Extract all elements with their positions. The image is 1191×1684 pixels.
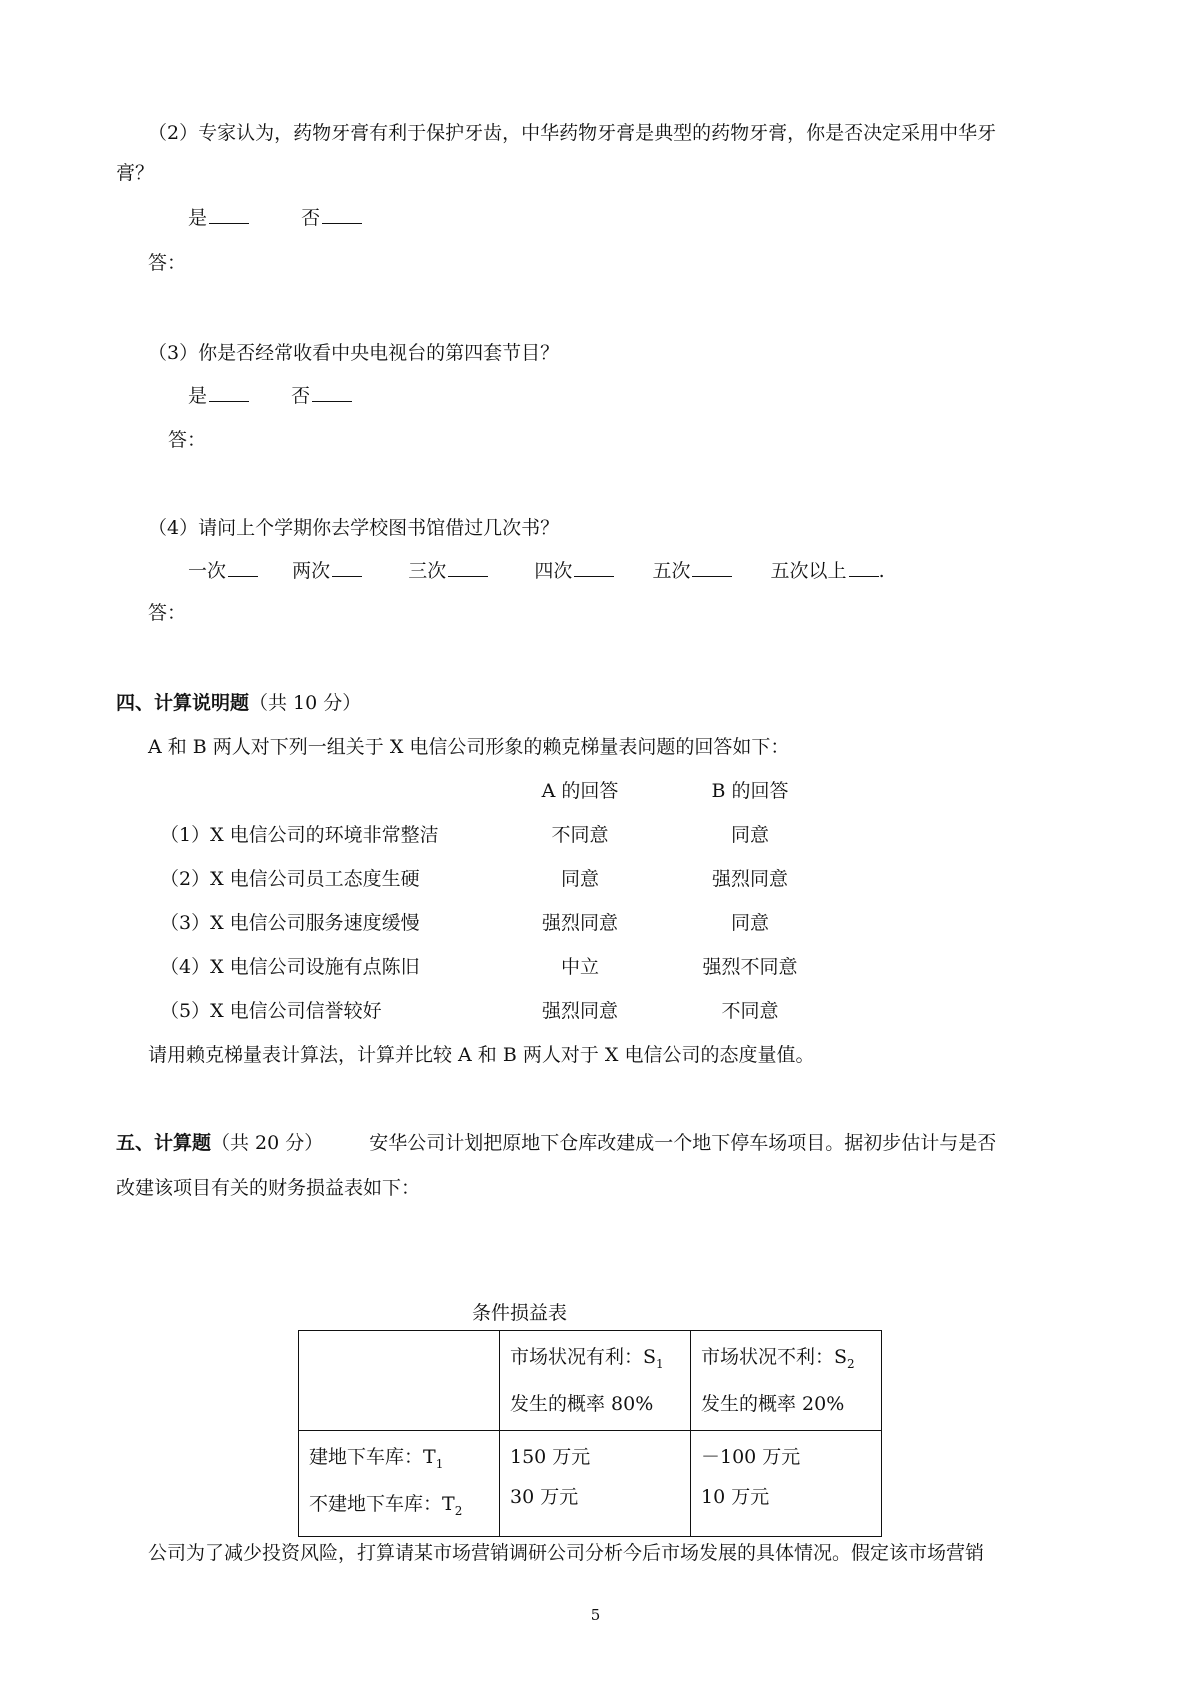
q2-no-blank[interactable] (322, 205, 362, 224)
q4-blank-1[interactable] (228, 558, 258, 577)
q4-blank-6[interactable] (849, 558, 879, 577)
section5-text2: 改建该项目有关的财务损益表如下： (116, 1177, 421, 1199)
cell-r1c2: －100 万元 (701, 1445, 801, 1468)
q4-blank-2[interactable] (332, 558, 362, 577)
q2-yes-label: 是 (188, 207, 208, 229)
row2-sub: 2 (454, 1503, 463, 1518)
q4-options (188, 558, 885, 584)
row1-sub: 1 (435, 1456, 444, 1471)
section4-question: 请用赖克梯量表计算法，计算并比较 A 和 B 两人对于 X 电信公司的态度量值。 (148, 1044, 815, 1066)
payoff-table-col1-header (500, 1331, 691, 1431)
q3-answer: 答： (168, 429, 207, 451)
q2-line1: （2）专家认为，药物牙膏有利于保护牙齿，中华药物牙膏是典型的药物牙膏，你是否决定采用中华牙 (148, 122, 997, 144)
likert-row (160, 866, 860, 892)
likert-item: （3）X 电信公司服务速度缓慢 (160, 912, 420, 934)
payoff-table-data-row (299, 1430, 882, 1537)
q4-end: . (878, 560, 885, 582)
likert-a: 强烈同意 (541, 912, 618, 934)
q4-option-3: 三次 (408, 560, 447, 582)
section4-heading (116, 690, 361, 716)
likert-item: （2）X 电信公司员工态度生硬 (160, 868, 420, 890)
q4-blank-4[interactable] (574, 558, 614, 577)
q4-option-2: 两次 (292, 560, 331, 582)
likert-a: 强烈同意 (541, 1000, 618, 1022)
section5-title: 五、计算题 (116, 1132, 212, 1154)
cell-r2c1: 30 万元 (510, 1485, 579, 1508)
payoff-table-corner-cell (299, 1331, 500, 1431)
q2-choices (188, 205, 362, 231)
likert-b: 不同意 (721, 1000, 779, 1022)
section4-intro: A 和 B 两人对下列一组关于 X 电信公司形象的赖克梯量表问题的回答如下： (148, 736, 790, 758)
q4-option-1: 一次 (188, 560, 227, 582)
q3-text: （3）你是否经常收看中央电视台的第四套节目？ (148, 342, 560, 364)
section5-heading (116, 1130, 996, 1156)
section5-text1: 安华公司计划把原地下仓库改建成一个地下停车场项目。据初步估计与是否 (369, 1132, 997, 1154)
q3-yes-label: 是 (188, 385, 208, 407)
section5-score: （共 20 分） (211, 1132, 324, 1154)
q2-answer: 答： (148, 252, 187, 274)
payoff-table-header-row (299, 1331, 882, 1431)
payoff-table (298, 1330, 882, 1537)
likert-header-b: B 的回答 (711, 780, 789, 802)
likert-item: （5）X 电信公司信誉较好 (160, 1000, 382, 1022)
q2-no-label: 否 (301, 207, 321, 229)
likert-row (160, 910, 860, 936)
likert-b: 强烈同意 (711, 868, 788, 890)
col2-header-sub: 2 (847, 1356, 855, 1371)
likert-b: 同意 (730, 912, 769, 934)
likert-b: 同意 (730, 824, 769, 846)
q4-answer: 答： (148, 602, 187, 624)
row1-label: 建地下车库：T (309, 1445, 436, 1468)
q3-choices (188, 383, 352, 409)
likert-row (160, 954, 860, 980)
likert-header (160, 778, 860, 804)
q4-option-4: 四次 (534, 560, 573, 582)
col2-probability: 发生的概率 20% (701, 1392, 845, 1415)
q2-yes-blank[interactable] (209, 205, 249, 224)
likert-item: （4）X 电信公司设施有点陈旧 (160, 956, 420, 978)
likert-a: 中立 (560, 956, 599, 978)
col1-header-text: 市场状况有利：S (510, 1346, 657, 1368)
section4-score: （共 10 分） (249, 692, 362, 714)
col2-header-text: 市场状况不利：S (701, 1346, 848, 1368)
q3-yes-blank[interactable] (209, 383, 249, 402)
page-number: 5 (590, 1606, 601, 1624)
q4-blank-3[interactable] (448, 558, 488, 577)
payoff-table-title: 条件损益表 (472, 1302, 568, 1324)
likert-row (160, 998, 860, 1024)
col1-probability: 发生的概率 80% (510, 1392, 654, 1415)
payoff-table-col2-values (691, 1430, 882, 1537)
likert-a: 不同意 (551, 824, 609, 846)
cell-r2c2: 10 万元 (701, 1485, 770, 1508)
q2-line2: 膏？ (116, 162, 155, 184)
likert-row (160, 822, 860, 848)
payoff-table-row-labels (299, 1430, 500, 1537)
q4-option-6: 五次以上 (770, 560, 847, 582)
section4-title: 四、计算说明题 (116, 692, 250, 714)
q4-option-5: 五次 (652, 560, 691, 582)
section5-after: 公司为了减少投资风险，打算请某市场营销调研公司分析今后市场发展的具体情况。假定该市场营销 (148, 1542, 985, 1564)
row2-label: 不建地下车库：T (309, 1492, 455, 1515)
col1-header-sub: 1 (656, 1356, 664, 1371)
likert-header-a: A 的回答 (541, 780, 619, 802)
q3-no-blank[interactable] (312, 383, 352, 402)
q4-blank-5[interactable] (692, 558, 732, 577)
likert-item: （1）X 电信公司的环境非常整洁 (160, 824, 439, 846)
likert-b: 强烈不同意 (702, 956, 798, 978)
likert-a: 同意 (560, 868, 599, 890)
q3-no-label: 否 (291, 385, 311, 407)
q4-text: （4）请问上个学期你去学校图书馆借过几次书？ (148, 517, 560, 539)
payoff-table-col2-header (691, 1331, 882, 1431)
payoff-table-col1-values (500, 1430, 691, 1537)
cell-r1c1: 150 万元 (510, 1445, 591, 1468)
